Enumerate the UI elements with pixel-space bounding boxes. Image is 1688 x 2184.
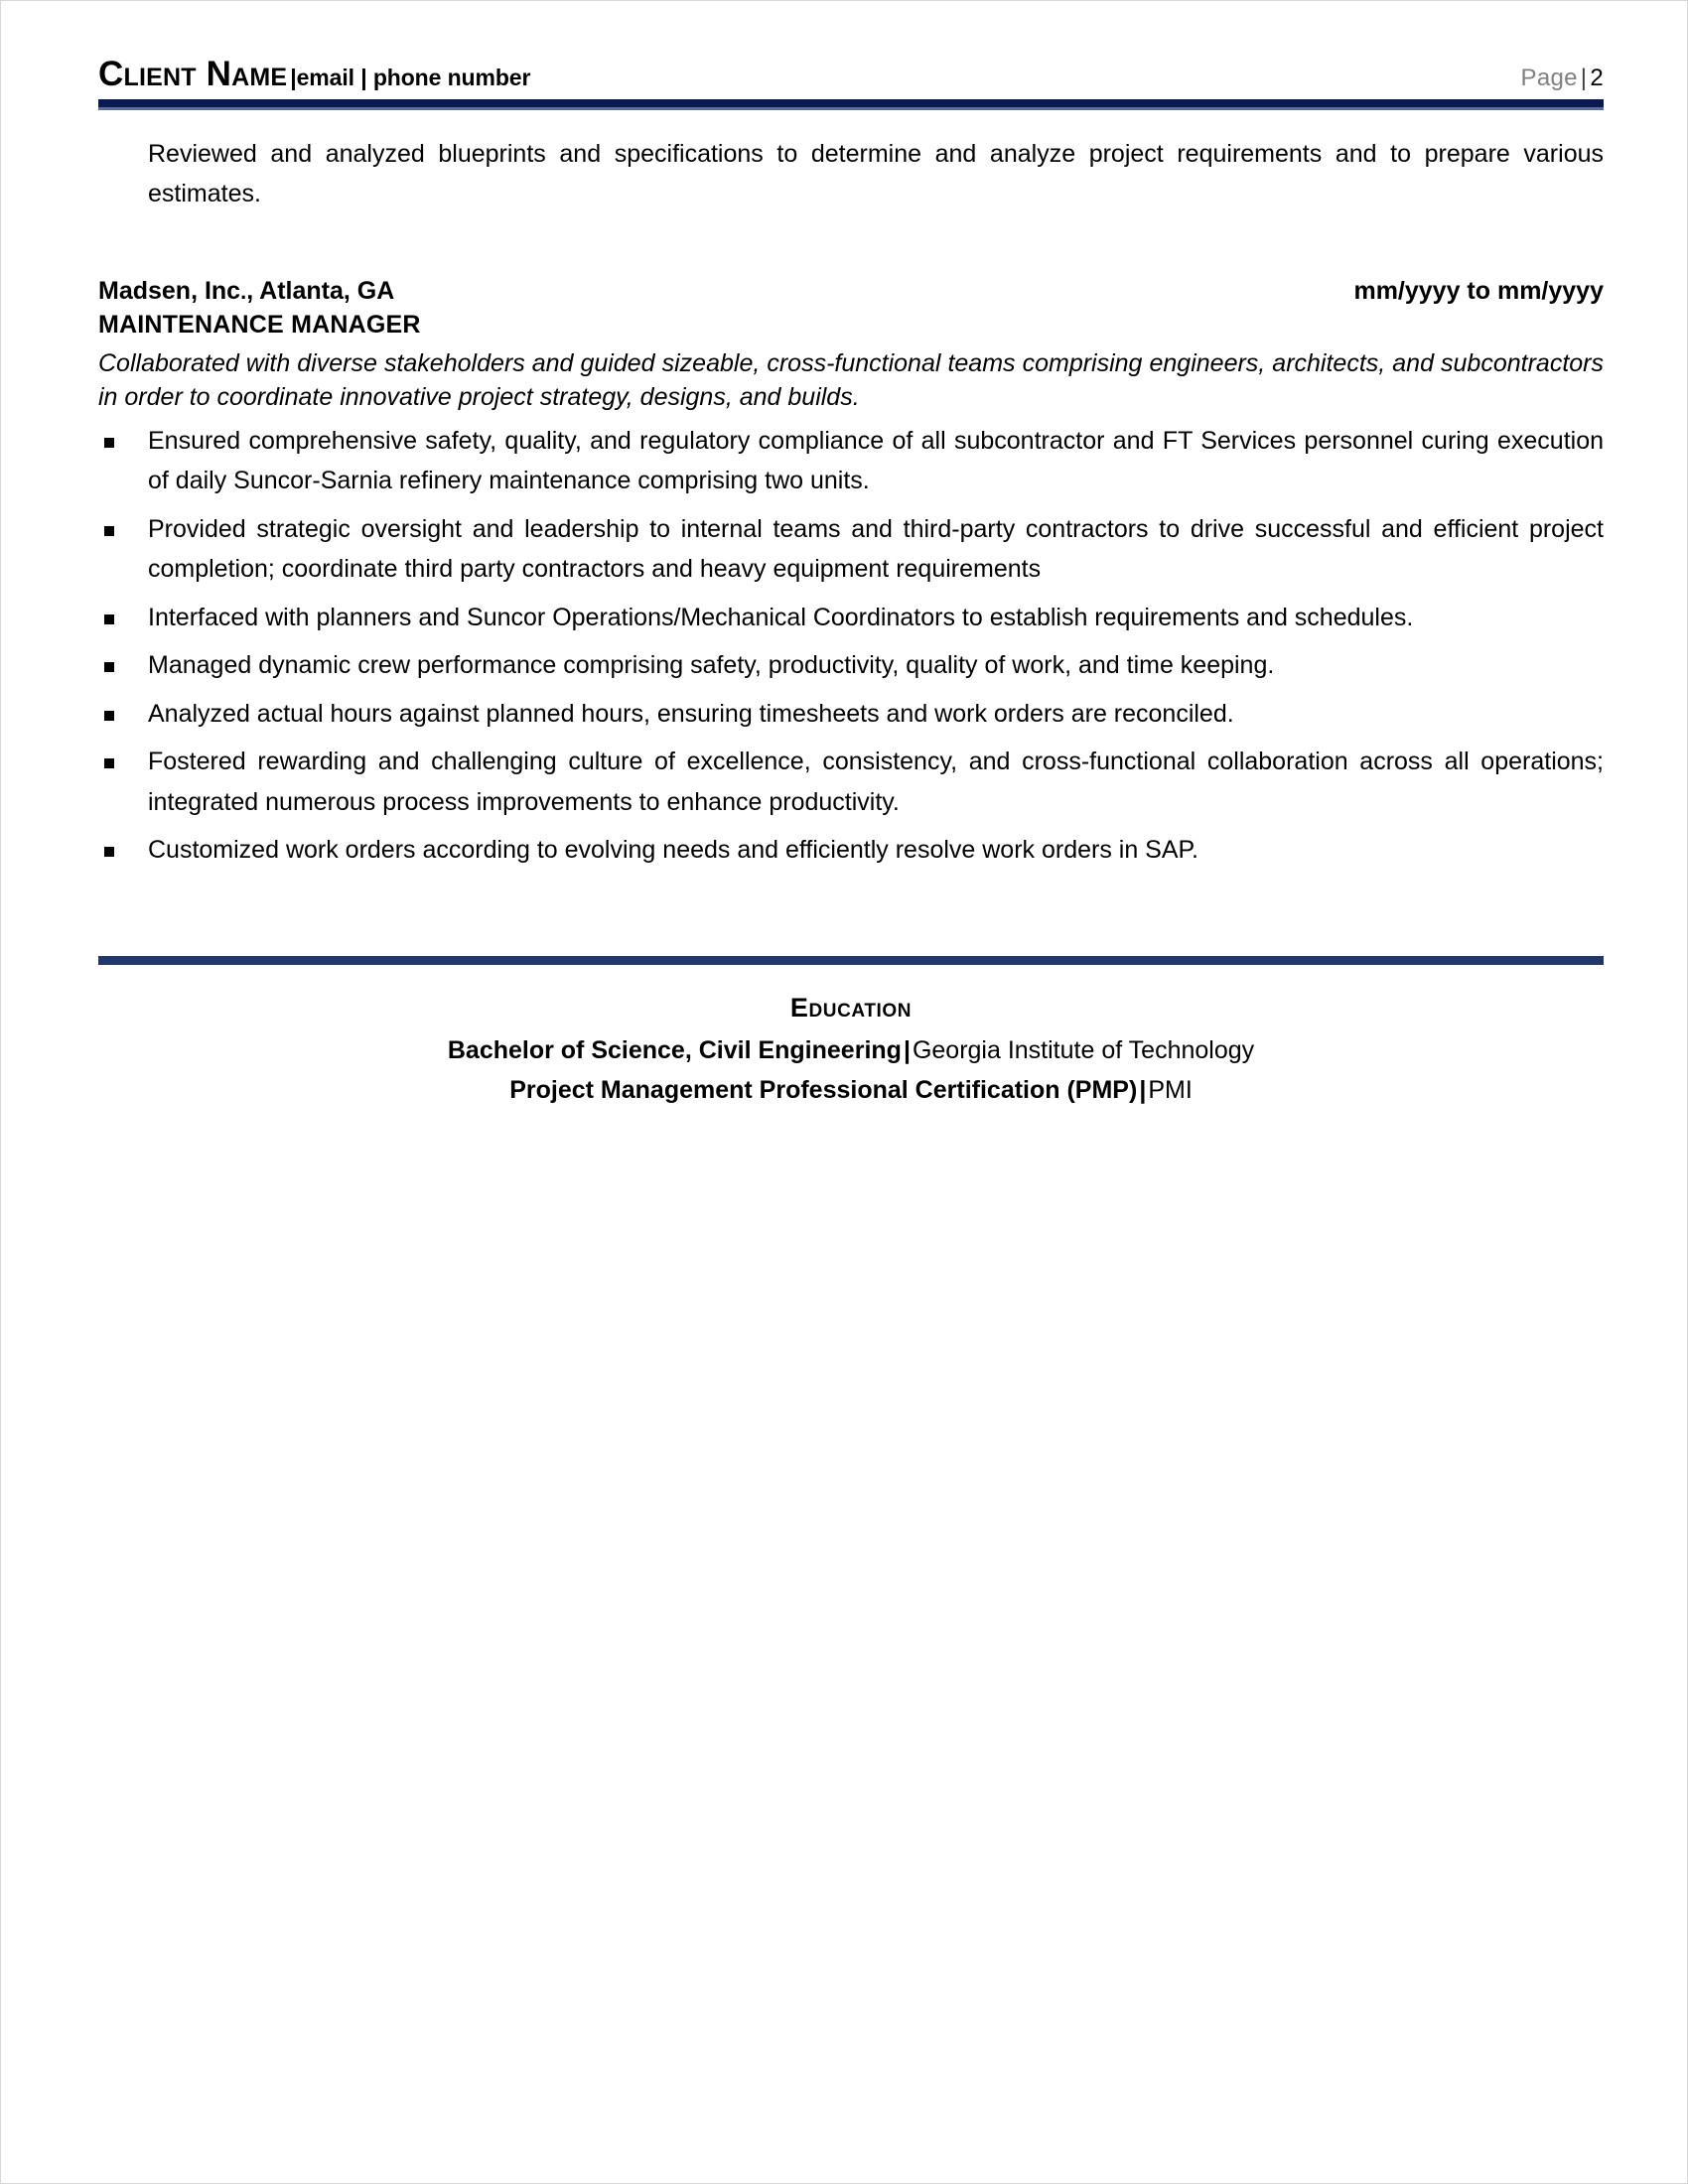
list-item	[98, 645, 1604, 686]
job-summary: Collaborated with diverse stakeholders and guided sizeable, cross-functional teams comprising engineers, architects, and subcontractors in order to coordinate innovative project strategy, designs, and builds.	[98, 348, 1604, 412]
list-item-text: Analyzed actual hours against planned hours, ensuring timesheets and work orders are reconciled.	[148, 699, 1234, 728]
header-identity	[98, 57, 530, 93]
square-bullet-icon	[104, 526, 114, 536]
page-separator: |	[1580, 65, 1588, 91]
responsibility-list	[98, 421, 1604, 871]
experience-header-row	[98, 274, 1604, 309]
job-title: MAINTENANCE MANAGER	[98, 311, 421, 340]
list-item	[98, 421, 1604, 501]
document-body	[98, 110, 1604, 1109]
education-degree: Project Management Professional Certification (PMP)	[509, 1075, 1138, 1104]
header-divider-rule	[98, 99, 1604, 110]
education-degree: Bachelor of Science, Civil Engineering	[447, 1036, 902, 1065]
company-name: Madsen, Inc	[98, 276, 241, 305]
square-bullet-icon	[104, 758, 114, 768]
list-item	[98, 742, 1604, 822]
list-item-text: Interfaced with planners and Suncor Operations/Mechanical Coordinators to establish requirements and schedules.	[148, 603, 1414, 631]
list-item	[98, 694, 1604, 735]
company-location: , Atlanta, GA	[246, 276, 395, 305]
list-item-text: Customized work orders according to evolving needs and efficiently resolve work orders in SAP.	[148, 836, 1198, 865]
list-item-text: Ensured comprehensive safety, quality, and regulatory compliance of all subcontractor and FT Services personnel curing execution of daily Suncor-Sarnia refinery maintenance comprising two units.	[148, 426, 1604, 495]
education-entry	[98, 1033, 1604, 1069]
header-contact-info: |email | phone number	[290, 65, 531, 90]
page-number-block	[1521, 65, 1604, 92]
square-bullet-icon	[104, 614, 114, 624]
experience-entry	[98, 274, 1604, 871]
company-name-line	[98, 274, 394, 309]
education-separator: |	[903, 1036, 911, 1065]
education-separator: |	[1139, 1075, 1147, 1104]
page-content-area	[98, 1, 1604, 1108]
education-heading: Education	[789, 992, 913, 1023]
square-bullet-icon	[104, 438, 114, 448]
education-school: Georgia Institute of Technology	[912, 1036, 1255, 1065]
education-section	[98, 987, 1604, 1109]
list-item-text: Provided strategic oversight and leadership to internal teams and third-party contractors to drive successful and efficient project completion; coordinate third party contractors and heavy equipment requirements	[148, 514, 1604, 584]
employment-dates: mm/yyyy to mm/yyyy	[1353, 276, 1604, 305]
client-name: Client Name	[98, 55, 288, 93]
intro-paragraph: Reviewed and analyzed blueprints and specifications to determine and analyze project requirements and to prepare various estimates.	[148, 139, 1604, 208]
square-bullet-icon	[104, 711, 114, 721]
education-divider-rule	[98, 956, 1604, 965]
list-item	[98, 830, 1604, 871]
list-item-text: Managed dynamic crew performance comprising safety, productivity, quality of work, and time keeping.	[148, 651, 1275, 680]
list-item-text: Fostered rewarding and challenging culture of excellence, consistency, and cross-functional collaboration across all operations; integrated numerous process improvements to enhance productivity.	[148, 748, 1604, 816]
square-bullet-icon	[104, 847, 114, 857]
page-number: 2	[1590, 65, 1604, 91]
company-name-suffix: .	[240, 278, 247, 304]
education-school: PMI	[1148, 1075, 1193, 1104]
education-entry	[98, 1073, 1604, 1109]
list-item	[98, 509, 1604, 590]
document-header	[98, 1, 1604, 93]
list-item	[98, 598, 1604, 638]
square-bullet-icon	[104, 662, 114, 672]
page-label: Page	[1520, 65, 1578, 91]
